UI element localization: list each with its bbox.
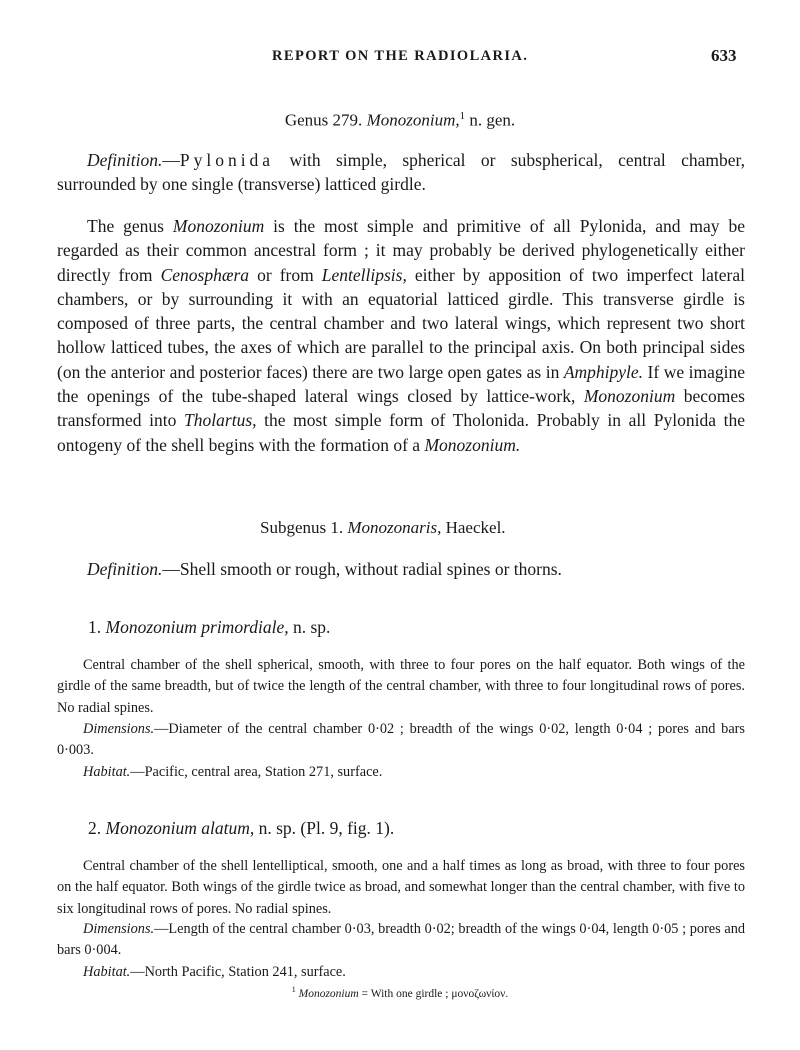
genus-definition xyxy=(57,148,745,197)
footnote-word: Monozonium xyxy=(298,987,359,1000)
species-title xyxy=(88,818,394,839)
running-title: REPORT ON THE RADIOLARIA. xyxy=(272,48,529,64)
species-suffix: n. sp. (Pl. 9, fig. 1). xyxy=(258,818,395,838)
habitat-label: Habitat. xyxy=(83,964,131,980)
species-name: Monozonium alatum, xyxy=(105,818,255,838)
desc-taxon: Lentellipsis, xyxy=(321,264,407,285)
desc-taxon: Monozonium. xyxy=(424,434,521,455)
genus-suffix: n. gen. xyxy=(469,110,516,130)
species-dimensions xyxy=(57,919,745,962)
species-habitat xyxy=(57,962,745,983)
dimensions-text: —Length of the central chamber 0·03, breadth 0·02; breadth of the wings 0·04, length 0·05 ; pores and bars 0·004. xyxy=(57,921,745,959)
definition-label: Definition. xyxy=(87,150,163,170)
genus-description xyxy=(57,214,745,457)
page-number: 633 xyxy=(711,46,737,65)
footnote xyxy=(0,985,800,1000)
species-dimensions xyxy=(57,719,745,762)
desc-text: is the most simple and primitive of all Pylonida, and may be regarded as their common ancestral form ; it may probably be derived phylogenetically either directly from xyxy=(57,216,745,285)
species-name: Monozonium primordiale, xyxy=(105,617,289,637)
subgenus-definition xyxy=(57,557,745,581)
definition-text: with simple, spherical or subspherical, central chamber, surrounded by one single (transverse) latticed girdle. xyxy=(57,150,745,195)
desc-taxon: Monozonium xyxy=(172,216,265,236)
species-habitat xyxy=(57,762,745,783)
dimensions-label: Dimensions. xyxy=(83,921,155,937)
habitat-text: —Pacific, central area, Station 271, surface. xyxy=(130,764,383,780)
desc-text: becomes transformed into xyxy=(57,386,745,431)
desc-taxon: Monozonium xyxy=(583,386,676,407)
subgenus-author: Haeckel. xyxy=(445,518,506,537)
subgenus-name: Monozonaris, xyxy=(347,518,442,537)
dimensions-text: —Diameter of the central chamber 0·02 ; breadth of the wings 0·02, length 0·04 ; pores and bars 0·003. xyxy=(57,721,745,759)
species-suffix: n. sp. xyxy=(292,617,331,637)
genus-heading xyxy=(0,110,800,131)
running-head xyxy=(0,48,800,72)
species-number: 2. xyxy=(88,818,102,838)
subgenus-definition-text: —Shell smooth or rough, without radial spines or thorns. xyxy=(162,559,562,579)
species-title xyxy=(88,617,330,638)
subgenus-definition-label: Definition. xyxy=(87,559,163,579)
habitat-label: Habitat. xyxy=(83,764,131,780)
desc-taxon: Tholartus, xyxy=(184,410,257,431)
desc-taxon: Amphipyle. xyxy=(563,361,644,382)
species-description: Central chamber of the shell lentelliptical, smooth, one and a half times as long as broad, with three to four pores on the half equator. Both wings of the girdle twice as broad, and somewhat longer than the central chamber, with five to six longitudinal rows of pores. No radial spines. xyxy=(57,858,745,917)
subgenus-heading xyxy=(260,518,506,538)
desc-text: The genus xyxy=(87,216,173,236)
desc-text: If we imagine the openings of the tube-shaped lateral wings closed by lattice-work, xyxy=(57,361,745,407)
definition-dash: — xyxy=(162,150,180,170)
genus-name: Monozonium, xyxy=(366,110,460,130)
footnote-mark: 1 xyxy=(459,110,466,122)
desc-text: the most simple form of Tholonida. Probably in all Pylonida the ontogeny of the shell begins with the formation of a xyxy=(57,410,746,455)
desc-taxon: Cenosphæra xyxy=(160,264,250,285)
subgenus-prefix: Subgenus 1. xyxy=(260,518,344,537)
desc-text: or from xyxy=(249,264,322,285)
footnote-number: 1 xyxy=(291,985,296,994)
species-description: Central chamber of the shell spherical, smooth, with three to four pores on the half equator. Both wings of the girdle of the same breadth, but of twice the length of the central chamber, with three to four longitudinal rows of pores. No radial spines. xyxy=(57,657,745,716)
species-number: 1. xyxy=(88,617,102,637)
definition-spaced-word: Pylonida xyxy=(179,150,275,170)
dimensions-label: Dimensions. xyxy=(83,721,155,737)
genus-prefix: Genus 279. xyxy=(284,110,363,130)
habitat-text: —North Pacific, Station 241, surface. xyxy=(130,964,346,980)
footnote-text: = With one girdle ; μονοζωνίον. xyxy=(358,987,509,1000)
desc-text: either by apposition of two imperfect lateral chambers, or by surrounding it with an equatorial latticed girdle. This transverse girdle is composed of three parts, the central chamber and two lateral wings, which represent two short hollow latticed tubes, the axes of which are parallel to the principal axis. On both principal sides (on the anterior and posterior faces) there are two large open gates as in xyxy=(57,264,745,382)
